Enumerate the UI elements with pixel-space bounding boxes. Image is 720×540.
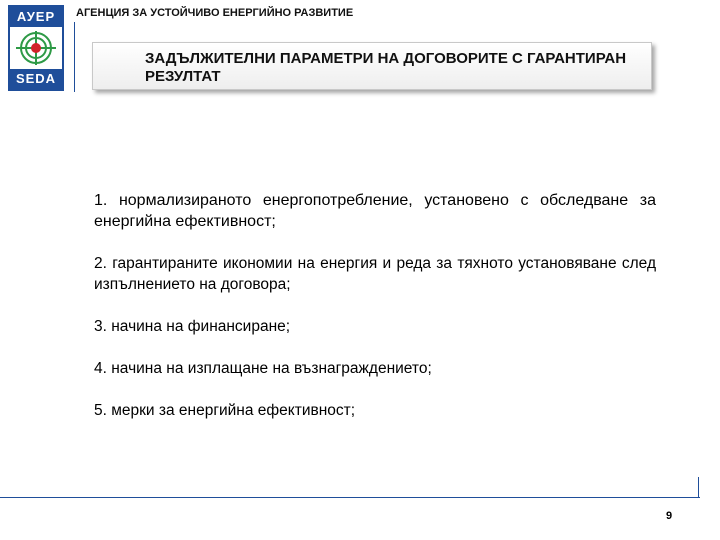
list-item: 1. нормализираното енергопотребление, установено с обследване за енергийна ефективност; [94,192,656,230]
footer-divider [0,497,700,498]
energy-emblem-icon [14,29,58,67]
page-title: ЗАДЪЛЖИТЕЛНИ ПАРАМЕТРИ НА ДОГОВОРИТЕ С ГАРАНТИРАН РЕЗУЛТАТ [145,50,627,85]
logo-top-text: АУЕР [10,7,62,27]
list-item: 2. гарантираните икономии на енергия и реда за тяхното установяване след изпълнението на договора; [94,255,656,293]
logo-bottom-text: SEDA [10,69,62,89]
list-item: 5. мерки за енергийна ефективност; [94,402,356,419]
page-number: 9 [666,510,673,522]
requirements-list [94,190,656,442]
footer-divider-tick [698,477,699,498]
seda-logo [8,5,64,91]
list-item: 3. начина на финансиране; [94,318,291,335]
agency-name: АГЕНЦИЯ ЗА УСТОЙЧИВО ЕНЕРГИЙНО РАЗВИТИЕ [76,7,354,19]
title-box [92,42,652,90]
header-divider [74,22,75,92]
list-item: 4. начина на изплащане на възнаграждението; [94,360,432,377]
